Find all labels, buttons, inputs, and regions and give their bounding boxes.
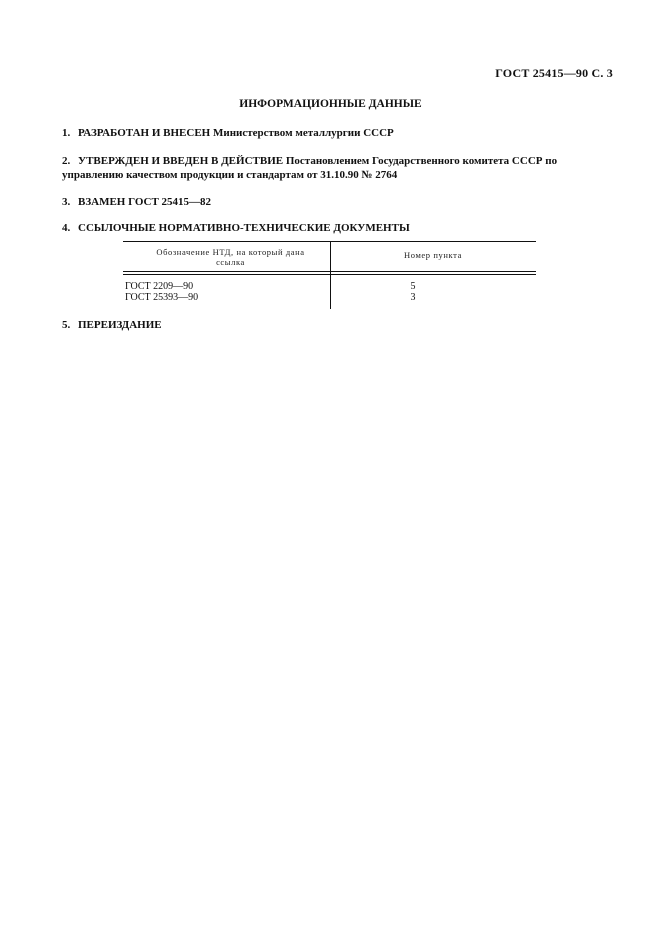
table-header-clause: Номер пункта xyxy=(404,250,462,260)
item-lead: УТВЕРЖДЕН И ВВЕДЕН В ДЕЙСТВИЕ xyxy=(78,155,284,167)
item-lead: ВЗАМЕН ГОСТ 25415—82 xyxy=(78,196,212,208)
item-number: 1. xyxy=(62,127,71,139)
table-cell-clause: 3 xyxy=(410,292,416,303)
document-header: ГОСТ 25415—90 С. 3 xyxy=(495,66,613,80)
section-title: ИНФОРМАЦИОННЫЕ ДАННЫЕ xyxy=(239,98,422,110)
item-lead: ПЕРЕИЗДАНИЕ xyxy=(78,319,162,331)
table-cell-clause: 5 xyxy=(410,281,416,292)
table-cell-doc: ГОСТ 2209—90 xyxy=(125,281,194,292)
table-header-ntd: Обозначение НТД, на который дана ссылка xyxy=(156,247,305,267)
item-text: Постановлением Государственного комитета СССР по xyxy=(283,155,558,167)
info-item-1 xyxy=(62,126,602,140)
item-continuation: управлению качеством продукции и стандартам от 31.10.90 № 2764 xyxy=(62,169,398,181)
table-column-divider xyxy=(330,241,331,309)
item-number: 3. xyxy=(62,196,71,208)
info-item-3 xyxy=(62,195,602,209)
item-number: 4. xyxy=(62,222,71,234)
item-lead: РАЗРАБОТАН И ВНЕСЕН xyxy=(78,127,211,139)
info-item-5 xyxy=(62,318,602,332)
item-number: 2. xyxy=(62,155,71,167)
item-lead: ССЫЛОЧНЫЕ НОРМАТИВНО-ТЕХНИЧЕСКИЕ ДОКУМЕНТЫ xyxy=(78,222,410,234)
item-number: 5. xyxy=(62,319,71,331)
info-item-2 xyxy=(62,154,602,182)
item-text: Министерством металлургии СССР xyxy=(210,127,394,139)
info-item-4 xyxy=(62,221,602,235)
table-cell-doc: ГОСТ 25393—90 xyxy=(125,292,199,303)
